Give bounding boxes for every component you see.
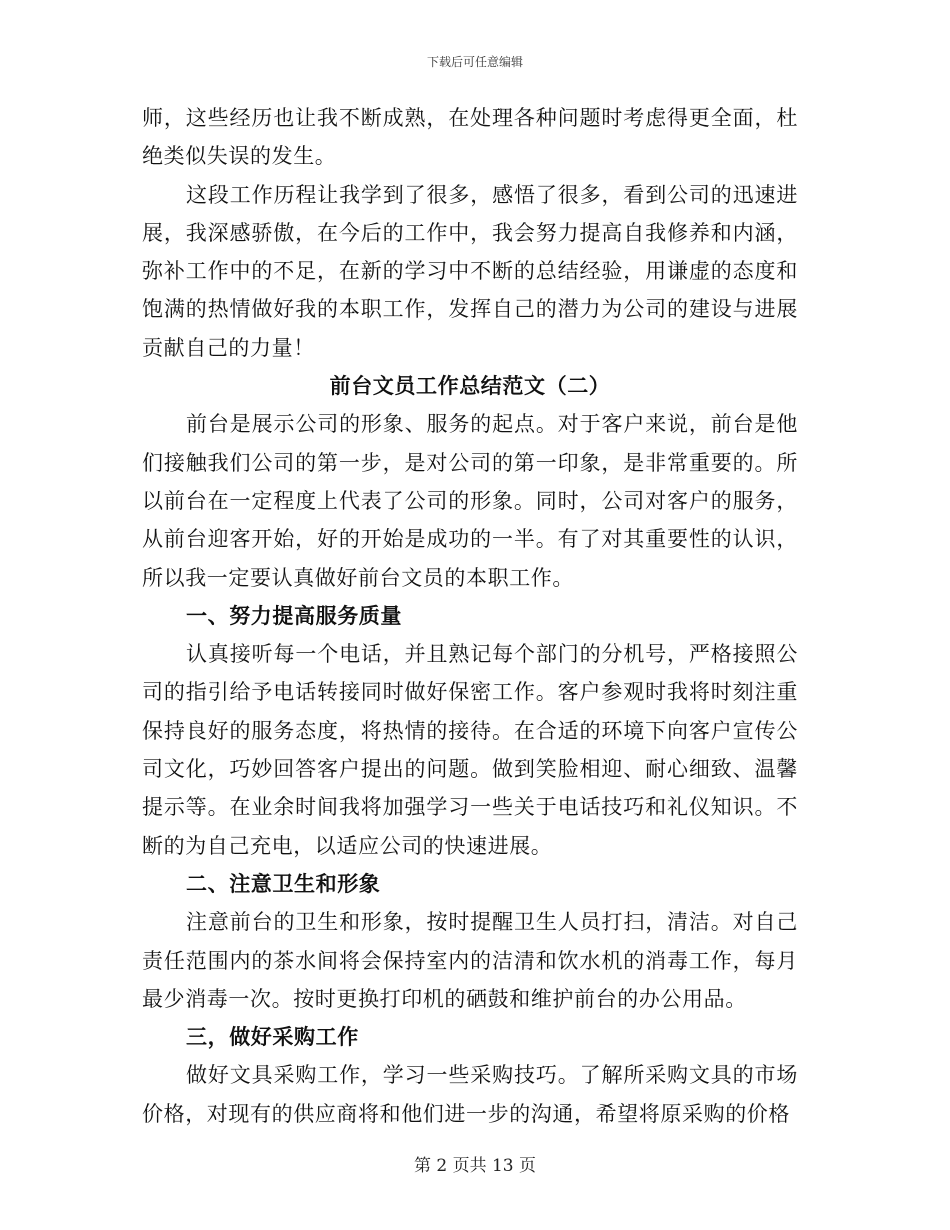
page-number: 第 2 页共 13 页: [413, 1156, 537, 1176]
paragraph-continuation: 师，这些经历也让我不断成熟，在处理各种问题时考虑得更全面，杜绝类似失误的发生。: [142, 106, 798, 169]
paragraph-service-quality: 认真接听每一个电话，并且熟记每个部门的分机号，严格接照公司的指引给予电话转接同时做好保密工作。客户参观时我将时刻注重保持良好的服务态度，将热情的接待。在合适的环境下向客户宣传公司文化，巧妙回答客户提出的问题。做到笑脸相迎、耐心细致、温馨提示等。在业余时间我将加强学习一些关于电话技巧和礼仪知识。不断的为自己充电，以适应公司的快速进展。: [142, 642, 798, 858]
heading-service-quality: 一、努力提高服务质量: [186, 603, 402, 628]
paragraph-hygiene-image: 注意前台的卫生和形象，按时提醒卫生人员打扫，清洁。对自己责任范围内的茶水间将会保持室内的洁清和饮水机的消毒工作，每月最少消毒一次。按时更换打印机的硒鼓和维护前台的办公用品。: [142, 910, 798, 1011]
paragraph-procurement: 做好文具采购工作，学习一些采购技巧。了解所采购文具的市场价格，对现有的供应商将和他们进一步的沟通，希望将原采购的价格: [142, 1063, 798, 1126]
paragraph-conclusion: 这段工作历程让我学到了很多，感悟了很多，看到公司的迅速进展，我深感骄傲，在今后的工作中，我会努力提高自我修养和内涵，弥补工作中的不足，在新的学习中不断的总结经验，用谦虚的态度和饱满的热情做好我的本职工作，发挥自己的潜力为公司的建设与进展贡献自己的力量！: [142, 182, 798, 360]
heading-procurement: 三，做好采购工作: [186, 1025, 359, 1050]
document-body: [142, 99, 798, 1133]
heading-hygiene-image: 二、注意卫生和形象: [186, 871, 381, 896]
section-title: 前台文员工作总结范文（二）: [329, 374, 611, 399]
page-header: 下载后可任意编辑: [426, 55, 523, 69]
paragraph-intro: 前台是展示公司的形象、服务的起点。对于客户来说，前台是他们接触我们公司的第一步，是对公司的第一印象，是非常重要的。所以前台在一定程度上代表了公司的形象。同时，公司对客户的服务，从前台迎客开始，好的开始是成功的一半。有了对其重要性的认识，所以我一定要认真做好前台文员的本职工作。: [142, 412, 798, 590]
